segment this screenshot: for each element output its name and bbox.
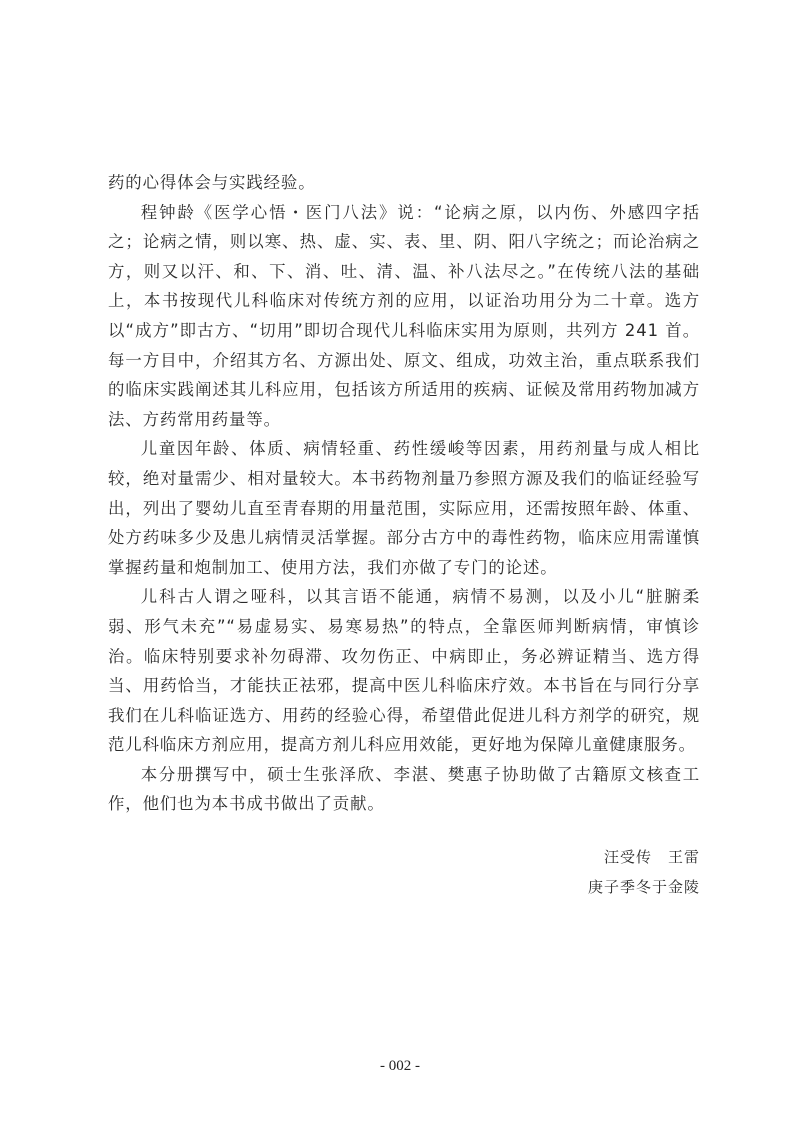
page-number: - 002 - — [380, 1058, 420, 1074]
paragraph-4: 儿科古人谓之哑科，以其言语不能通，病情不易测，以及小儿“脏腑柔弱、形气未充”“易虚易实、易寒易热”的特点，全靠医师判断病情，审慎诊治。临床特别要求补勿碍滞、攻勿伤正、中病即止，务必辨证精当、选方得当、用药恰当，才能扶正祛邪，提高中医儿科临床疗效。本书旨在与同行分享我们在儿科临证选方、用药的经验心得，希望借此促进儿科方剂学的研究，规范儿科临床方剂应用，提高方剂儿科应用效能，更好地为保障儿童健康服务。 — [108, 587, 700, 755]
signature-authors: 汪受传 王雷 — [603, 848, 700, 866]
paragraph-3: 儿童因年龄、体质、病情轻重、药性缓峻等因素，用药剂量与成人相比较，绝对量需少、相对量较大。本书药物剂量乃参照方源及我们的临证经验写出，列出了婴幼儿直至青春期的用量范围，实际应用，还需按照年龄、体重、处方药味多少及患儿病情灵活掌握。部分古方中的毒性药物，临床应用需谨慎掌握药量和炮制加工、使用方法，我们亦做了专门的论述。 — [108, 439, 700, 577]
signature-block — [588, 842, 700, 902]
paragraph-1: 药的心得体会与实践经验。 — [108, 173, 316, 192]
paragraph-2: 程钟龄《医学心悟・医门八法》说：“论病之原，以内伤、外感四字括之；论病之情，则以寒、热、虚、实、表、里、阴、阳八字统之；而论治病之方，则又以汗、和、下、消、吐、清、温、补八法尽之。”在传统八法的基础上，本书按现代儿科临床对传统方剂的应用，以证治功用分为二十章。选方以“成方”即古方、“切用”即切合现代儿科临床实用为原则，共列方 241 首。每一方目中，介绍其方名、方源出处、原文、组成，功效主治，重点联系我们的临床实践阐述其儿科应用，包括该方所适用的疾病、证候及常用药物加减方法、方药常用药量等。 — [108, 202, 700, 429]
paragraph-5: 本分册撰写中，硕士生张泽欣、李湛、樊惠子协助做了古籍原文核查工作，他们也为本书成书做出了贡献。 — [108, 764, 700, 814]
body-text — [108, 168, 700, 819]
signature-date-place: 庚子季冬于金陵 — [587, 878, 700, 896]
